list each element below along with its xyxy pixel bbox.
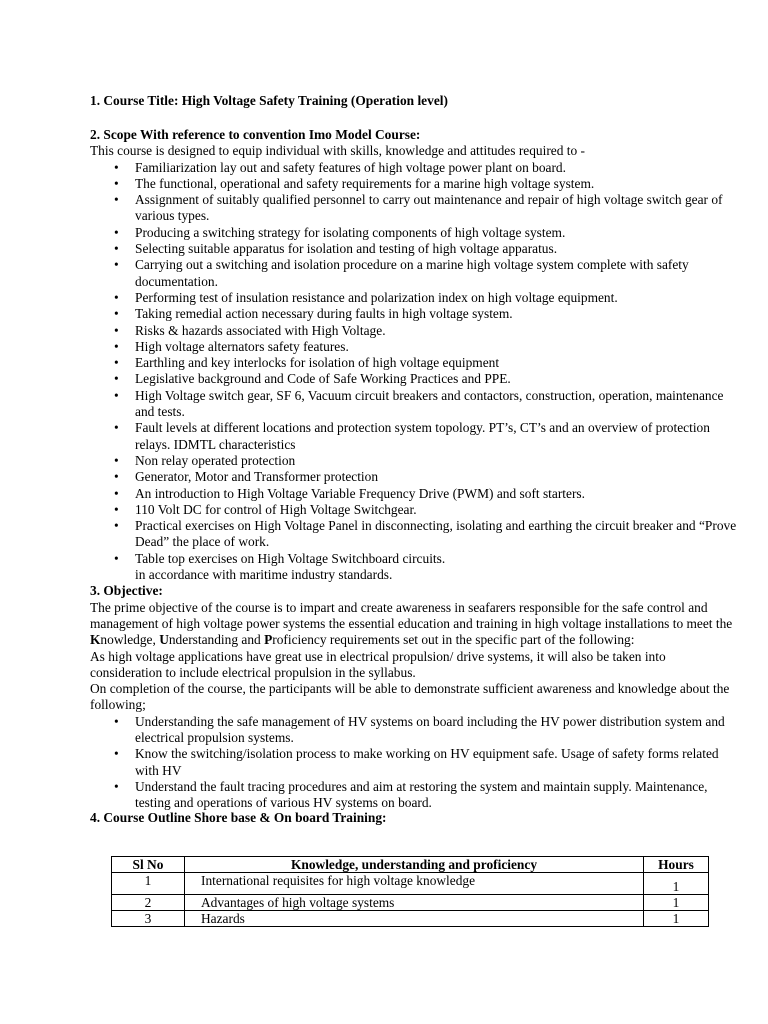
list-item: • Table top exercises on High Voltage Switchboard circuits. [90,551,740,567]
list-item: • Legislative background and Code of Safe Working Practices and PPE. [90,371,740,387]
scope-intro: This course is designed to equip individual with skills, knowledge and attitudes required to - [90,143,585,159]
list-item: • Understanding the safe management of HV systems on board including the HV power distribution system and electrical propulsion systems. [90,714,740,747]
list-item: • Producing a switching strategy for isolating components of high voltage system. [90,225,740,241]
list-item: • Know the switching/isolation process to make working on HV equipment safe. Usage of safety forms related with HV [90,746,740,779]
cell-hours: 1 [644,873,709,895]
scope-trailing-line: in accordance with maritime industry standards. [135,567,393,583]
col-header-hours: Hours [644,857,709,873]
table-row [112,873,709,895]
scope-list [90,160,740,567]
list-item: • Risks & hazards associated with High Voltage. [90,323,740,339]
section-4 [90,810,740,826]
list-item: • Non relay operated protection [90,453,740,469]
list-item: • Generator, Motor and Transformer protection [90,469,740,485]
list-item: • The functional, operational and safety requirements for a marine high voltage system. [90,176,740,192]
cell-knowledge: Advantages of high voltage systems [185,895,644,911]
objective-heading: 3. Objective: [90,583,163,599]
list-item: • Fault levels at different locations and protection system topology. PT’s, CT’s and an overview of protection relays. IDMTL characteristics [90,420,740,453]
list-item: • 110 Volt DC for control of High Voltage Switchgear. [90,502,740,518]
section-2 [90,127,740,811]
table-header-row [112,857,709,873]
cell-sl-no: 1 [112,873,185,895]
col-header-knowledge: Knowledge, understanding and proficiency [185,857,644,873]
objective-paragraph-2: As high voltage applications have great use in electrical propulsion/ drive systems, it will also be taken into consideration to include electrical propulsion in the syllabus. [90,648,666,680]
cell-sl-no: 3 [112,911,185,927]
cell-knowledge: Hazards [185,911,644,927]
list-item: • Taking remedial action necessary during faults in high voltage system. [90,306,740,322]
cell-sl-no: 2 [112,895,185,911]
objective-list [90,714,740,812]
cell-hours: 1 [644,911,709,927]
cell-knowledge: International requisites for high voltage knowledge [185,873,644,895]
list-item: • Understand the fault tracing procedures and aim at restoring the system and maintain supply. Maintenance, testing and operations of various HV systems on board. [90,779,740,812]
list-item: • High Voltage switch gear, SF 6, Vacuum circuit breakers and contactors, construction, operation, maintenance and tests. [90,388,740,421]
section-1 [90,93,740,109]
list-item: • High voltage alternators safety features. [90,339,740,355]
list-item: • Performing test of insulation resistance and polarization index on high voltage equipment. [90,290,740,306]
scope-heading: 2. Scope With reference to convention Imo Model Course: [90,127,421,142]
list-item: • Assignment of suitably qualified personnel to carry out maintenance and repair of high voltage switch gear of various types. [90,192,740,225]
list-item: • Earthling and key interlocks for isolation of high voltage equipment [90,355,740,371]
list-item: • Carrying out a switching and isolation procedure on a marine high voltage system complete with safety documentation. [90,257,740,290]
table-row [112,911,709,927]
list-item: • Selecting suitable apparatus for isolation and testing of high voltage apparatus. [90,241,740,257]
objective-paragraph-3: On completion of the course, the participants will be able to demonstrate sufficient awareness and knowledge about the following; [90,681,730,713]
course-outline-heading: 4. Course Outline Shore base & On board Training: [90,810,387,825]
list-item: • Familiarization lay out and safety features of high voltage power plant on board. [90,160,740,176]
course-outline-table [111,856,709,927]
list-item: • Practical exercises on High Voltage Panel in disconnecting, isolating and earthing the circuit breaker and “Prove Dead” the place of work. [90,518,740,551]
table-row [112,895,709,911]
objective-paragraph-1: The prime objective of the course is to impart and create awareness in seafarers responsible for the safe control and management of high voltage power systems the essential education and training in high voltage installations to meet the Knowledge, Understanding and Proficiency requirements set out in the specific part of the following: [90,599,733,648]
col-header-sl-no: Sl No [112,857,185,873]
cell-hours: 1 [644,895,709,911]
list-item: • An introduction to High Voltage Variable Frequency Drive (PWM) and soft starters. [90,486,740,502]
course-title-heading: 1. Course Title: High Voltage Safety Training (Operation level) [90,93,448,108]
